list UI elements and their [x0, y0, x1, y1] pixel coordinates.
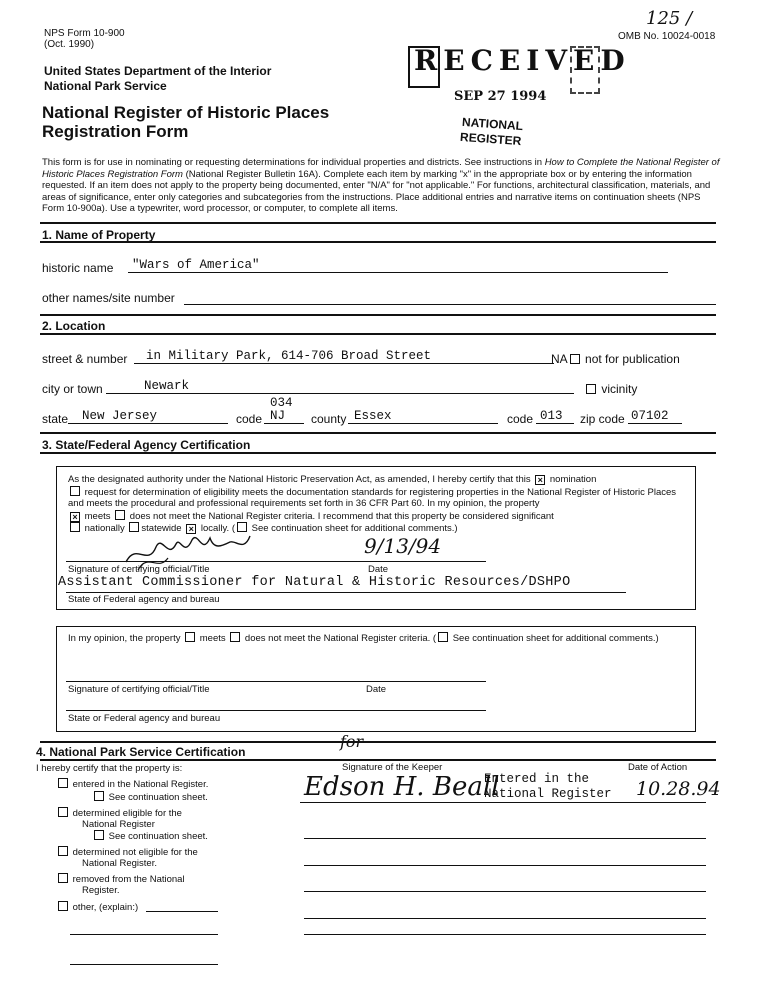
nomination-checkbox[interactable]: ×	[535, 475, 545, 485]
option-eligible[interactable]: determined eligible for the	[56, 807, 182, 820]
option-other[interactable]: other, (explain:)	[56, 901, 138, 914]
request-checkbox[interactable]	[70, 486, 80, 496]
signature-label: Signature of certifying official/Title	[68, 564, 210, 575]
divider	[40, 759, 716, 761]
keeper-label: Signature of the Keeper	[342, 762, 443, 773]
keeper-line	[300, 802, 706, 803]
not-for-publication[interactable]: NA not for publication	[551, 352, 680, 366]
agency-line-2	[66, 710, 486, 711]
nationally-checkbox[interactable]	[70, 522, 80, 532]
divider	[40, 241, 716, 243]
certification-text: As the designated authority under the National Historic Preservation Act, as amended, I hereby certify that this × nomination request for determination of eligibility meets the documentation standards for registering properties in the National Register of Historic Places and meets the procedural and professional requirements set forth in 36 CFR Part 60. In my opinion, the property × meets does not meet the National Register criteria. I recommend that this property be considered significant nationally statewide × locally. ( See continuation sheet for additional comments.)	[68, 474, 677, 534]
field-line	[68, 423, 228, 424]
action-date: 10.28.94	[636, 778, 721, 800]
agency-line	[66, 592, 626, 593]
signature-line-2	[66, 681, 486, 682]
opinion-dnm-checkbox[interactable]	[230, 632, 240, 642]
field-line	[264, 423, 304, 424]
option-eligible-line2: National Register	[82, 819, 155, 830]
meets-checkbox[interactable]: ×	[70, 512, 80, 522]
other-explain-line[interactable]	[146, 911, 218, 912]
official-title: Assistant Commissioner for Natural & Historic Resources/DSHPO	[58, 575, 571, 590]
opinion-cont-checkbox[interactable]	[438, 632, 448, 642]
code-label: code	[236, 412, 263, 426]
section-3-heading: 3. State/Federal Agency Certification	[42, 438, 251, 452]
stamp-national: NATIONAL	[461, 114, 524, 134]
locally-checkbox[interactable]: ×	[186, 524, 196, 534]
divider	[40, 333, 716, 335]
county-label: county	[311, 412, 347, 426]
option-removed-line2: Register.	[82, 885, 120, 896]
option-not-eligible-line2: National Register.	[82, 858, 157, 869]
see-continuation-1[interactable]: See continuation sheet.	[92, 791, 208, 804]
omb-number: OMB No. 10024-0018	[618, 31, 716, 42]
form-date: (Oct. 1990)	[44, 39, 95, 50]
divider	[40, 222, 716, 224]
field-line	[304, 918, 706, 919]
historic-name-label: historic name	[42, 261, 114, 275]
field-line	[304, 865, 706, 866]
option-removed[interactable]: removed from the National	[56, 873, 185, 886]
field-line	[304, 891, 706, 892]
date-label: Date	[368, 564, 389, 575]
other-names-label: other names/site number	[42, 291, 175, 305]
field-line	[348, 423, 498, 424]
for-text: for	[340, 732, 364, 751]
zip-value[interactable]: 07102	[631, 409, 669, 423]
see-continuation-2[interactable]: See continuation sheet.	[92, 830, 208, 843]
agency-label: State of Federal agency and bureau	[68, 594, 220, 605]
opinion-text: In my opinion, the property meets does not meet the National Register criteria. ( See continuation sheet for additional comments.)	[68, 633, 659, 644]
department: United States Department of the Interior	[44, 64, 272, 78]
divider	[40, 741, 716, 743]
field-line	[134, 363, 554, 364]
field-line	[304, 934, 706, 935]
divider	[40, 452, 716, 454]
stamp-date: SEP 27 1994	[454, 89, 547, 104]
county-value[interactable]: Essex	[354, 409, 392, 423]
does-not-meet-checkbox[interactable]	[115, 510, 125, 520]
signature-label-2: Signature of certifying official/Title	[68, 684, 210, 695]
form-number: NPS Form 10-900	[44, 28, 125, 39]
state-code-above: 034	[270, 396, 293, 410]
divider	[40, 432, 716, 434]
explain-line[interactable]	[70, 934, 218, 935]
county-code[interactable]: 013	[540, 409, 563, 423]
vicinity-checkbox[interactable]: vicinity	[584, 382, 637, 396]
handwritten-number: 125 /	[646, 8, 693, 29]
option-not-eligible[interactable]: determined not eligible for the	[56, 846, 198, 859]
field-line	[106, 393, 574, 394]
zip-label: zip code	[580, 412, 625, 426]
city-value[interactable]: Newark	[144, 379, 190, 393]
section-4-heading: 4. National Park Service Certification	[36, 745, 246, 759]
agency-label-2: State or Federal agency and bureau	[68, 713, 221, 724]
signature-line	[66, 561, 486, 562]
county-code-label: code	[507, 412, 534, 426]
field-line	[128, 272, 668, 273]
field-line	[628, 423, 682, 424]
certification-date: 9/13/94	[364, 534, 442, 558]
stamp-register: REGISTER	[459, 129, 522, 149]
received-stamp: RECEIVED	[408, 42, 598, 90]
street-label: street & number	[42, 352, 128, 366]
historic-name-value[interactable]: "Wars of America"	[132, 258, 260, 272]
entered-stamp: Entered in the National Register	[484, 772, 612, 801]
page-subtitle: Registration Form	[42, 122, 189, 141]
field-line	[536, 423, 574, 424]
date-label-2: Date	[366, 684, 387, 695]
option-entered[interactable]: entered in the National Register.	[56, 778, 208, 791]
street-value[interactable]: in Military Park, 614-706 Broad Street	[146, 349, 432, 363]
state-label: state	[42, 412, 69, 426]
section-1-heading: 1. Name of Property	[42, 228, 156, 242]
state-code[interactable]: NJ	[270, 409, 286, 423]
explain-line[interactable]	[70, 964, 218, 965]
divider	[40, 314, 716, 316]
instructions-paragraph: This form is for use in nominating or requesting determinations for individual properties and districts. See instructions in How to Complete the National Register of Historic Places Registration Form (National Register Bulletin 16A). Complete each item by marking "x" in the appropriate box or by entering the information requested. If an item does not apply to the property being documented, enter "N/A" for "not applicable." For functions, architectural classification, materials, and areas of significance, enter only categories and subcategories from the instructions. Place additional entries and narrative items on continuation sheets (NPS Form 10-900a). Use a typewriter, word processor, or computer, to complete all items.	[42, 157, 720, 214]
keeper-signature: Edson H. Beall	[304, 772, 500, 802]
date-of-action-label: Date of Action	[628, 762, 688, 773]
state-value[interactable]: New Jersey	[82, 409, 158, 423]
certify-text: I hereby certify that the property is:	[36, 763, 183, 774]
page-title: National Register of Historic Places	[42, 103, 330, 122]
city-label: city or town	[42, 382, 103, 396]
section-2-heading: 2. Location	[42, 319, 106, 333]
field-line	[304, 838, 706, 839]
opinion-meets-checkbox[interactable]	[185, 632, 195, 642]
other-names-field[interactable]	[184, 304, 716, 305]
service: National Park Service	[44, 79, 167, 93]
